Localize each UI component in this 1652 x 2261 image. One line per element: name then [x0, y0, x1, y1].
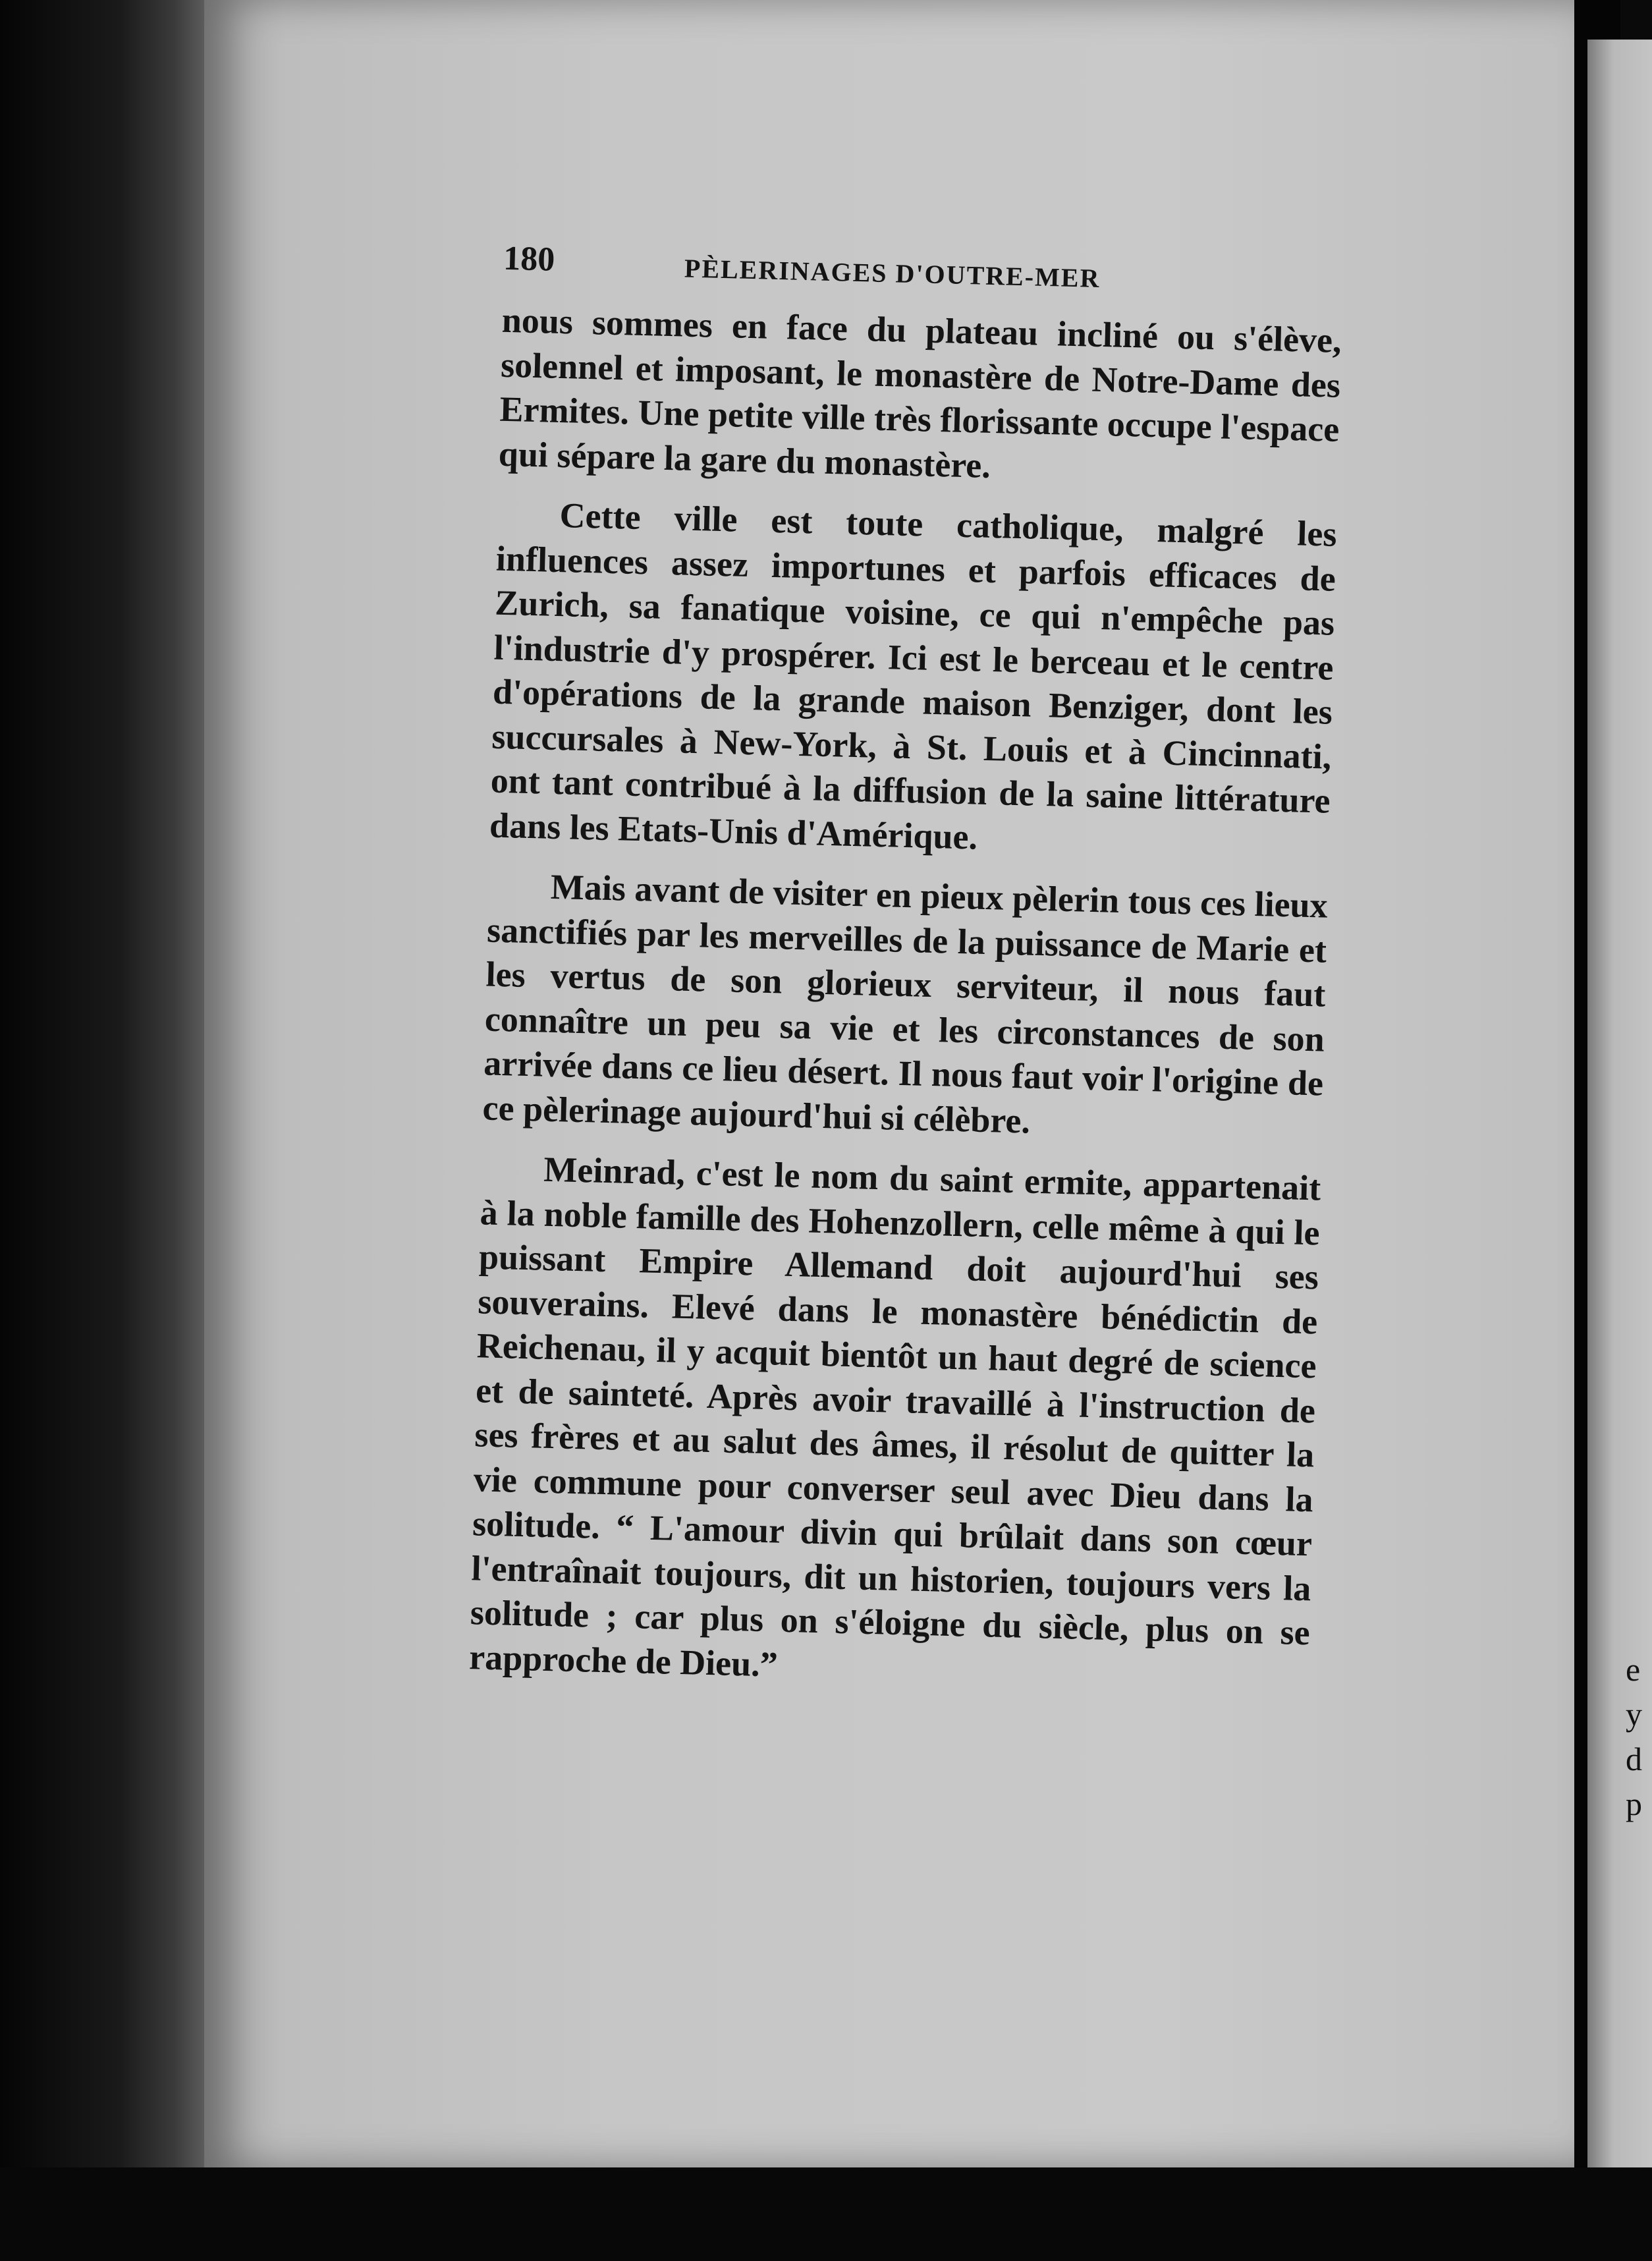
paragraph: nous sommes en face du plateau incliné ou s'élève, solennel et imposant, le monastère de Notre-Dame des Ermites. Une petite ville très florissante occupe l'espace qui sépare la gare du monastère.: [498, 300, 1342, 486]
facing-page-fragment: e: [1626, 1651, 1641, 1688]
scan-left-edge: [0, 0, 217, 2261]
page-content: [393, 237, 1357, 1716]
facing-page-fragment: y: [1626, 1696, 1642, 1733]
facing-page-edge: [1587, 40, 1652, 2167]
scan-bottom-edge: [0, 2167, 1652, 2261]
page-number: 180: [503, 239, 555, 279]
paragraph: Meinrad, c'est le nom du saint ermite, appartenait à la noble famille des Hohenzollern, celle même à qui le puissant Empire Allemand doit aujourd'hui ses souverains. Elevé dans le monastère bénédictin de Reichenau, il y acquit bientôt un haut degré de science et de sainteté. Après avoir travaillé à l'instruction de ses frères et au salut des âmes, il résolut de quitter la vie commune pour converser seul avec Dieu dans la solitude. “ L'amour divin qui brûlait dans son cœur l'entraînait toujours, dit un historien, toujours vers la solitude ; car plus on s'éloigne du siècle, plus on se rapproche de Dieu.”: [468, 1149, 1321, 1685]
paragraph: Mais avant de visiter en pieux pèlerin tous ces lieux sanctifiés par les merveilles de la puissance de Marie et les vertus de son glorieux serviteur, il nous faut connaître un peu sa vie et les circonstances de son arrivée dans ce lieu désert. Il nous faut voir l'origine de ce pèlerinage aujourd'hui si célèbre.: [482, 866, 1329, 1141]
paragraph: Cette ville est toute catholique, malgré les influences assez importunes et parfois efficaces de Zurich, sa fanatique voisine, ce qui n'empêche pas l'industrie d'y prospérer. Ici est le berceau et le centre d'opérations de la grande maison Benziger, dont les succursales à New-York, à St. Louis et à Cincinnati, ont tant contribué à la diffusion de la saine littérature dans les Etats-Unis d'Amérique.: [489, 495, 1338, 857]
facing-page-fragment: d: [1626, 1741, 1642, 1777]
facing-page-fragment: p: [1626, 1785, 1642, 1822]
body-text: [393, 296, 1356, 1700]
facing-page-fragments: [1626, 1647, 1652, 1826]
running-title: PÈLERINAGES D'OUTRE-MER: [684, 253, 1101, 293]
